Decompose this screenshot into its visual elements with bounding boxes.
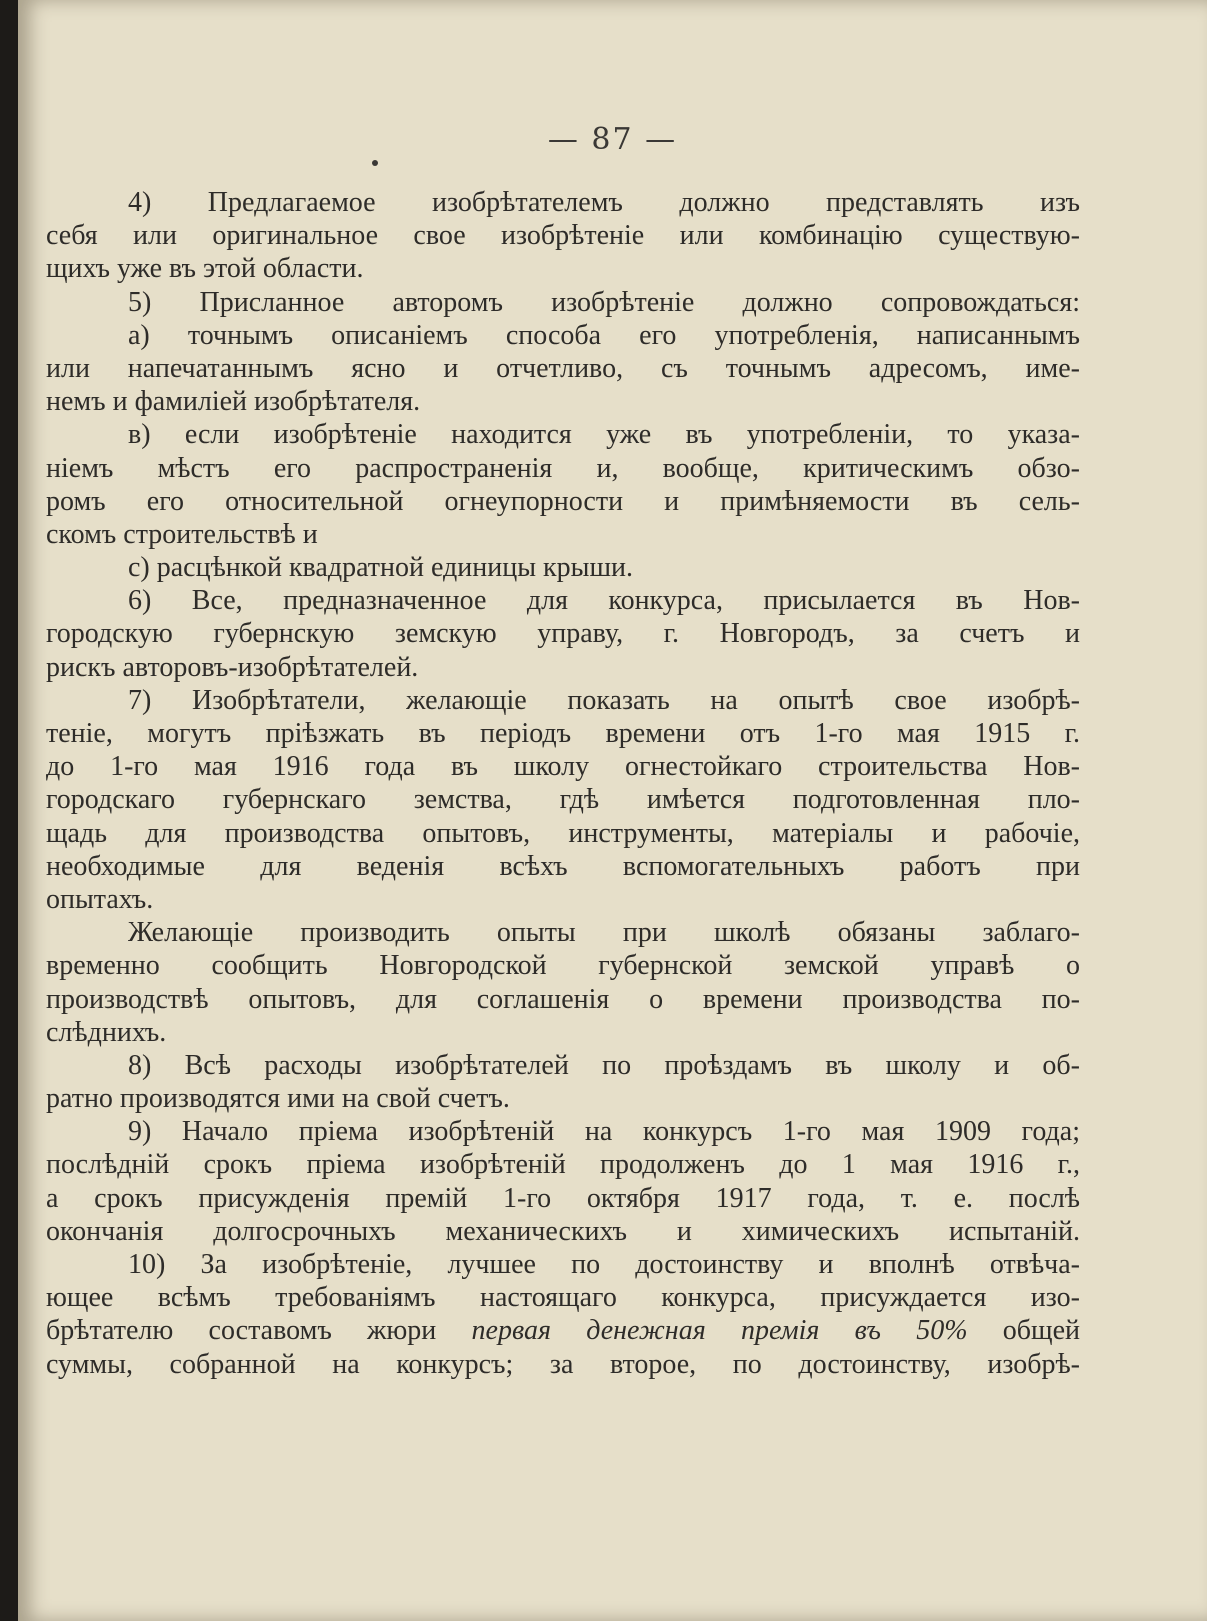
text-line: 6) Все, предназначенное для конкурса, присылается въ Нов- (128, 585, 1080, 617)
text-line: Желающіе производить опыты при школѣ обязаны заблаго- (128, 917, 1080, 949)
text-line: ромъ его относительной огнеупорности и примѣняемости въ сель- (46, 485, 1080, 517)
emphasized-phrase: первая денежная премія въ 50% (471, 1315, 968, 1347)
text-line: рискъ авторовъ-изобрѣтателей. (46, 651, 419, 683)
body-text (46, 186, 1080, 1381)
text-line: 4) Предлагаемое изобрѣтателемъ должно представлять изъ (128, 187, 1080, 218)
text-line: или напечатаннымъ ясно и отчетливо, съ точнымъ адресомъ, име- (46, 352, 1080, 384)
text-line: себя или оригинальное свое изобрѣтеніе или комбинацію существую- (46, 220, 1080, 252)
text-line: 7) Изобрѣтатели, желающіе показать на опытѣ свое изобрѣ- (128, 684, 1080, 716)
text-line: 9) Начало пріема изобрѣтеній на конкурсъ 1-го мая 1909 года; (128, 1116, 1080, 1148)
text-line: опытахъ. (46, 883, 154, 915)
text-line: окончанія долгосрочныхъ механическихъ и химическихъ испытаній. (46, 1215, 1080, 1247)
page (18, 0, 1207, 1621)
text-line: теніе, могутъ пріѣзжать въ періодъ времени отъ 1-го мая 1915 г. (46, 718, 1080, 749)
text-line: брѣтателю составомъ жюри первая денежная премія въ 50% общей (46, 1315, 1080, 1347)
text-line: ніемъ мѣстъ его распространенія и, вообще, критическимъ обзо- (46, 452, 1080, 484)
text-line: городскую губернскую земскую управу, г. Новгородъ, за счетъ и (46, 618, 1080, 650)
text-line: 8) Всѣ расходы изобрѣтателей по проѣздамъ въ школу и об- (128, 1049, 1080, 1081)
text-line: послѣдній срокъ пріема изобрѣтеній продолженъ до 1 мая 1916 г., (46, 1149, 1080, 1181)
text-line: а) точнымъ описаніемъ способа его употребленія, написаннымъ (128, 319, 1080, 351)
text-line: суммы, собранной на конкурсъ; за второе, по достоинству, изобрѣ- (46, 1348, 1080, 1380)
text-line: ратно производятся ими на свой счетъ. (46, 1083, 510, 1115)
text-line: скомъ строительствѣ и (46, 518, 318, 550)
text-line: городскаго губернскаго земства, гдѣ имѣется подготовленная пло- (46, 784, 1080, 816)
text-line: щихъ уже въ этой области. (46, 253, 364, 285)
page-number: — 87 — (547, 122, 678, 157)
text-line: временно сообщить Новгородской губернской земской управѣ о (46, 950, 1080, 982)
text-line: щадь для производства опытовъ, инструменты, матеріалы и рабочіе, (46, 817, 1080, 849)
text-line: 5) Присланное авторомъ изобрѣтеніе должно сопровождаться: (128, 286, 1080, 318)
text-line: а срокъ присужденія премій 1-го октября 1917 года, т. е. послѣ (46, 1182, 1080, 1214)
text-line: немъ и фамиліей изобрѣтателя. (46, 386, 421, 418)
text-line: в) если изобрѣтеніе находится уже въ употребленіи, то указа- (128, 419, 1080, 451)
text-line: 10) За изобрѣтеніе, лучшее по достоинству и вполнѣ отвѣча- (128, 1249, 1080, 1280)
text-line: слѣднихъ. (46, 1016, 167, 1048)
ink-dot (372, 160, 378, 166)
text-line: с) расцѣнкой квадратной единицы крыши. (128, 552, 633, 584)
text-line: ющее всѣмъ требованіямъ настоящаго конкурса, присуждается изо- (46, 1282, 1080, 1314)
text-line: до 1-го мая 1916 года въ школу огнестойкаго строительства Нов- (46, 751, 1080, 783)
text-line: производствѣ опытовъ, для соглашенія о времени производства по- (46, 983, 1080, 1015)
text-line: необходимые для веденія всѣхъ вспомогательныхъ работъ при (46, 850, 1080, 882)
